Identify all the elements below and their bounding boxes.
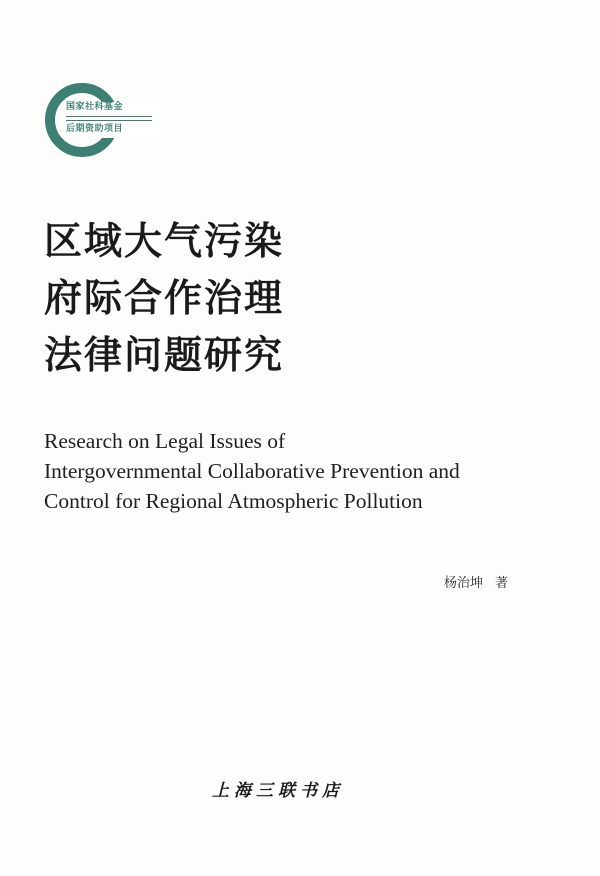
english-title-line-3: Control for Regional Atmospheric Pollution xyxy=(44,489,423,513)
author-credit xyxy=(444,572,508,591)
chinese-title-line-2: 府际合作治理 xyxy=(44,275,285,320)
english-title-line-1: Research on Legal Issues of xyxy=(44,429,286,453)
author-name: 杨治坤 xyxy=(444,576,484,591)
logo-line-1: 国家社科基金 xyxy=(66,102,124,112)
chinese-title xyxy=(44,212,404,383)
english-title-line-2: Intergovernmental Collaborative Prevention and xyxy=(44,459,460,483)
chinese-title-line-1: 区域大气污染 xyxy=(44,218,285,263)
logo-line-2: 后期资助项目 xyxy=(66,124,124,134)
logo-divider xyxy=(66,116,152,121)
publisher-name: 上海三联书店 xyxy=(212,781,344,801)
author-role: 著 xyxy=(495,576,509,591)
english-title xyxy=(44,426,564,516)
chinese-title-line-3: 法律问题研究 xyxy=(44,332,285,377)
fund-logo xyxy=(42,80,162,164)
